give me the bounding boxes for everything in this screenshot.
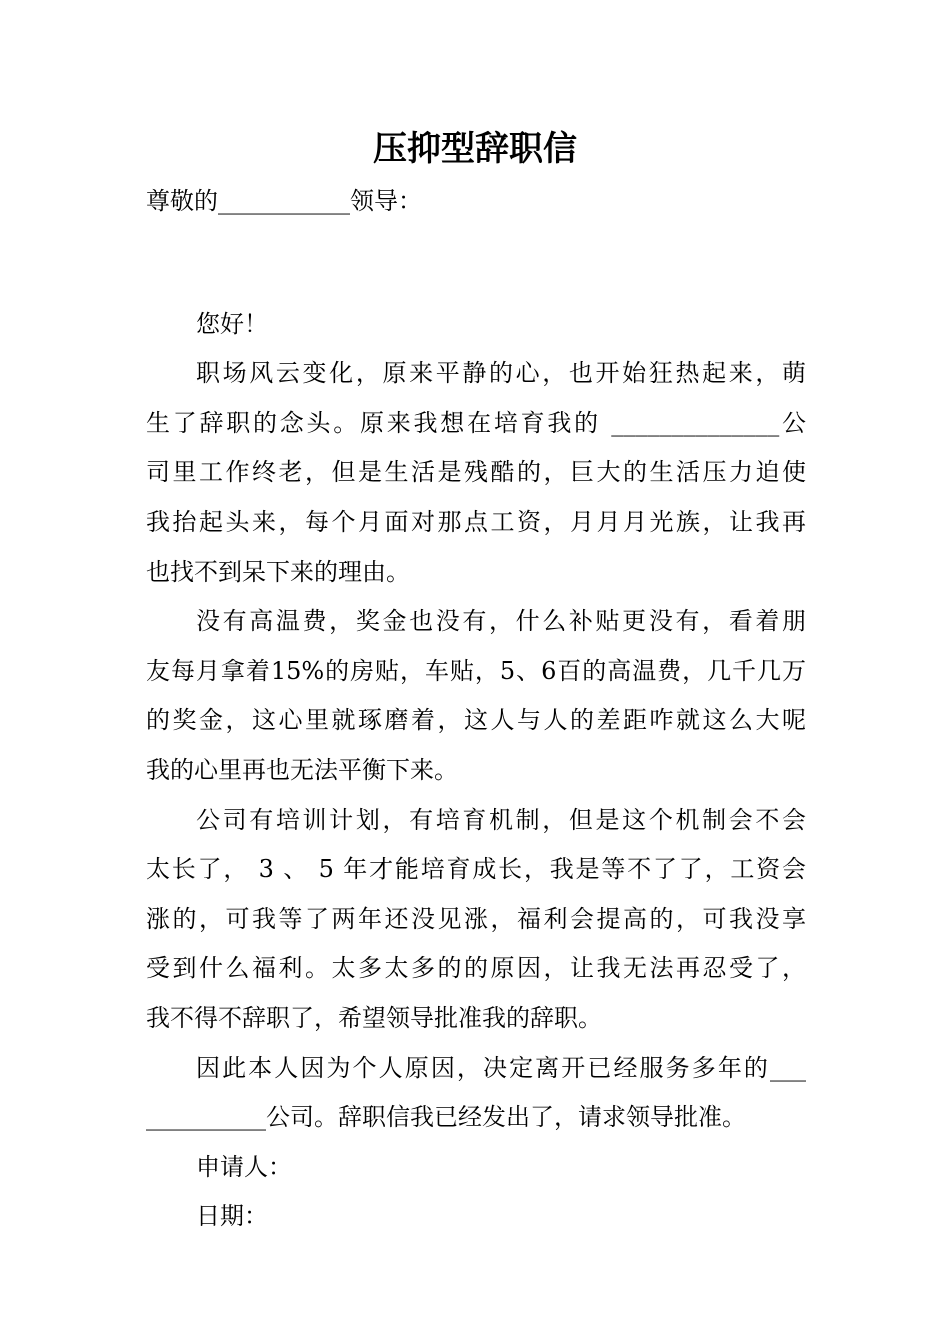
paragraph-line: 友每月拿着15%的房贴，车贴，5、6百的高温费，几千几万 (146, 656, 806, 685)
paragraph-line: 我抬起头来，每个月面对那点工资，月月月光族，让我再 (146, 507, 806, 536)
paragraph-line: 公司有培训计划，有培育机制，但是这个机制会不会 (196, 805, 806, 834)
paragraph-3 (146, 796, 806, 1044)
paragraph-line: 职场风云变化，原来平静的心，也开始狂热起来，萌 (196, 359, 806, 388)
letter-title: 压抑型辞职信 (373, 129, 577, 169)
blank-spacer (146, 227, 806, 300)
applicant-label: 申请人： (196, 1152, 292, 1181)
paragraph-line: 我不得不辞职了，希望领导批准我的辞职。 (146, 1003, 602, 1032)
paragraph-4 (146, 1044, 806, 1143)
paragraph-line: 太长了， 3 、 5 年才能培育成长，我是等不了了，工资会 (146, 855, 806, 884)
paragraph-line: 没有高温费，奖金也没有，什么补贴更没有，看着朋 (196, 607, 806, 636)
paragraph-line: __________公司。辞职信我已经发出了，请求领导批准。 (146, 1103, 746, 1132)
salutation: 尊敬的___________领导： (146, 187, 422, 215)
paragraph-line: 受到什么福利。太多太多的的原因，让我无法再忍受了， (146, 954, 806, 983)
paragraph-line: 的奖金，这心里就琢磨着，这人与人的差距咋就这么大呢 (146, 706, 806, 735)
paragraph-line: 因此本人因为个人原因，决定离开已经服务多年的___ (196, 1053, 806, 1082)
paragraph-line: 我的心里再也无法平衡下来。 (146, 755, 458, 784)
paragraph-2 (146, 597, 806, 795)
paragraph-line: 生了辞职的念头。原来我想在培育我的 ______________公 (146, 408, 806, 437)
letter-body (146, 177, 806, 1242)
paragraph-line: 涨的，可我等了两年还没见涨，福利会提高的，可我没享 (146, 904, 806, 933)
paragraph-line: 也找不到呆下来的理由。 (146, 557, 410, 586)
greeting: 您好！ (196, 309, 268, 338)
paragraph-line: 司里工作终老，但是生活是残酷的，巨大的生活压力迫使 (146, 458, 806, 487)
date-label: 日期： (196, 1202, 268, 1231)
paragraph-1 (146, 349, 806, 597)
